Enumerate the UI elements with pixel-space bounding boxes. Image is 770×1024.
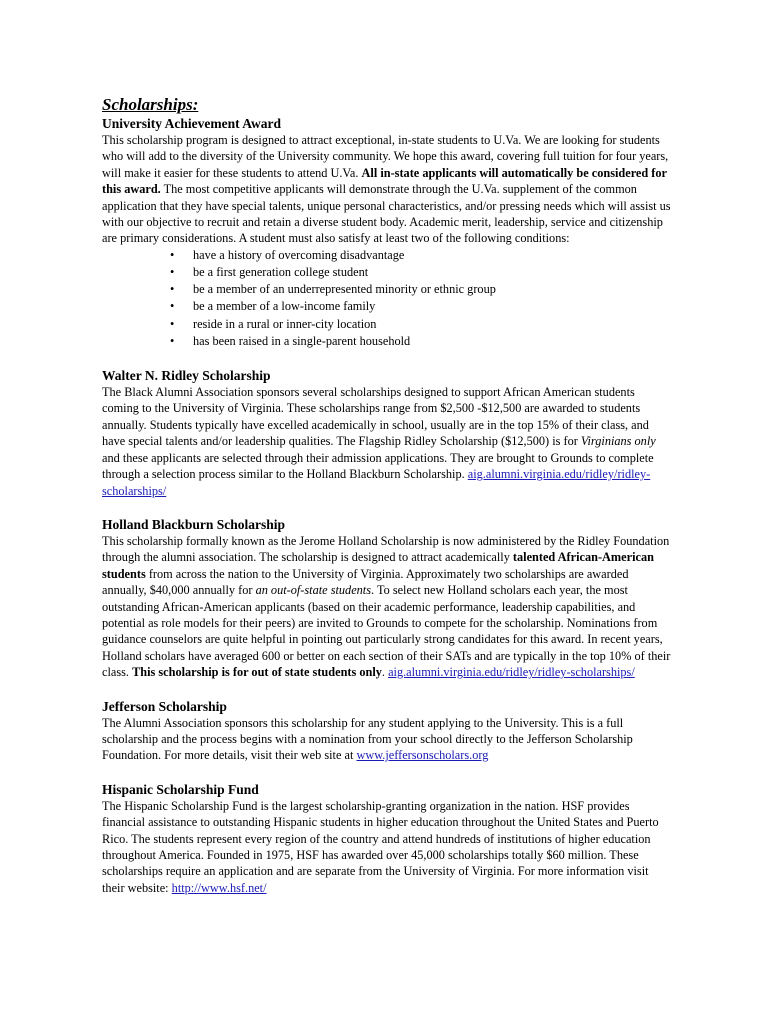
hsf-website-link[interactable]: http://www.hsf.net/ — [171, 880, 267, 895]
list-item: • reside in a rural or inner-city location — [193, 316, 672, 333]
paragraph-uaa — [102, 132, 672, 247]
section-heading-holland: Holland Blackburn Scholarship — [102, 516, 286, 532]
list-item: • have a history of overcoming disadvantage — [193, 247, 672, 264]
text-run-bold: This scholarship is for out of state students only — [132, 665, 382, 680]
text-run-italic: an out-of-state students — [255, 583, 372, 598]
paragraph-hsf — [102, 798, 672, 896]
section-jefferson-scholarship — [102, 698, 672, 764]
list-item: • be a first generation college student — [193, 264, 672, 281]
text-run: The Black Alumni Association sponsors several scholarships designed to support African American students coming to the University of Virginia. These scholarships range from $2,500 -$12,500 are awarded to students annually. Students typically have excelled academically in school, usually are in the top 15% of their class, and have special talents and/or leadership qualities. The Flagship Ridley Scholarship ($12,500) is for — [102, 385, 649, 449]
section-heading-uaa: University Achievement Award — [102, 116, 281, 131]
text-run-italic: Virginians only — [580, 434, 656, 449]
paragraph-jefferson — [102, 715, 672, 764]
ridley-scholarships-link[interactable]: aig.alumni.virginia.edu/ridley/ridley-scholarships/ — [102, 467, 651, 498]
section-ridley-scholarship — [102, 367, 672, 499]
text-run: . To select new Holland scholars each year, the most outstanding African-American applicants (based on their academic performance, leadership capabilities, and potential as role models for their peers) are invited to Grounds to compete for the scholarship. Nominations from guidance counselors are quite helpful in pointing out particularly strong candidates for this award. In recent years, Holland scholars have averaged 600 or better on each section of their SATs and are typically in the top 10% of their class. — [102, 583, 671, 680]
list-item: • has been raised in a single-parent household — [193, 333, 672, 350]
section-holland-blackburn-scholarship — [102, 516, 672, 681]
text-run: The Hispanic Scholarship Fund is the largest scholarship-granting organization in the nation. HSF provides financial assistance to outstanding Hispanic students in higher education throughout the United States and Puerto Rico. The students represent every region of the country and attend hundreds of institutions of higher education throughout America. Founded in 1975, HSF has awarded over 45,000 scholarships totally $60 million. These scholarships require an application and are separate from the University of Virginia. For more information visit their website: — [102, 798, 659, 895]
list-item: • be a member of a low-income family — [193, 298, 672, 315]
jefferson-scholars-link[interactable]: www.jeffersonscholars.org — [356, 748, 489, 763]
text-run: . — [381, 665, 389, 680]
holland-scholarships-link[interactable]: aig.alumni.virginia.edu/ridley/ridley-scholarships/ — [388, 665, 635, 680]
text-run: This scholarship program is designed to attract exceptional, in-state students to U.Va. We are looking for students who will add to the diversity of the University community. We hope this award, covering full tuition for four years, will make it easier for these students to attend U.Va. — [102, 133, 669, 180]
text-run: This scholarship formally known as the Jerome Holland Scholarship is now administered by the Ridley Foundation through the alumni association. The scholarship is designed to attract academically — [102, 533, 670, 565]
section-heading-hsf: Hispanic Scholarship Fund — [102, 781, 259, 797]
section-heading-ridley: Walter N. Ridley Scholarship — [102, 368, 271, 384]
section-university-achievement-award — [102, 115, 672, 350]
text-run: from across the nation to the University of Virginia. Approximately two scholarships are awarded annually, $40,000 annually for — [102, 566, 629, 598]
page-title: Scholarships: — [102, 95, 199, 114]
list-item: • be a member of an underrepresented minority or ethnic group — [193, 281, 672, 298]
paragraph-holland — [102, 533, 672, 681]
document-content — [102, 95, 672, 896]
text-run: and these applicants are selected through their admission applications. They are brought to Grounds to complete through a selection process similar to the Holland Blackburn Scholarship. — [102, 450, 654, 482]
text-run: The Alumni Association sponsors this scholarship for any student applying to the University. This is a full scholarship and the process begins with a nomination from your school directly to the Jefferson Scholarship Foundation. For more details, visit their web site at — [102, 715, 633, 763]
paragraph-ridley — [102, 384, 672, 499]
section-hispanic-scholarship-fund — [102, 781, 672, 896]
text-run: The most competitive applicants will demonstrate through the U.Va. supplement of the common application that they have special talents, unique personal characteristics, and/or pressing needs which will assist us with our objective to recruit and retain a diverse student body. Academic merit, leadership, service and citizenship are primary considerations. A student must also satisfy at least two of the following conditions: — [102, 182, 671, 246]
text-run-bold: All in-state applicants will automatically be considered for this award. — [102, 165, 667, 197]
conditions-list — [102, 247, 672, 350]
text-run-bold: talented African-American students — [102, 550, 654, 581]
section-heading-jefferson: Jefferson Scholarship — [102, 698, 227, 714]
